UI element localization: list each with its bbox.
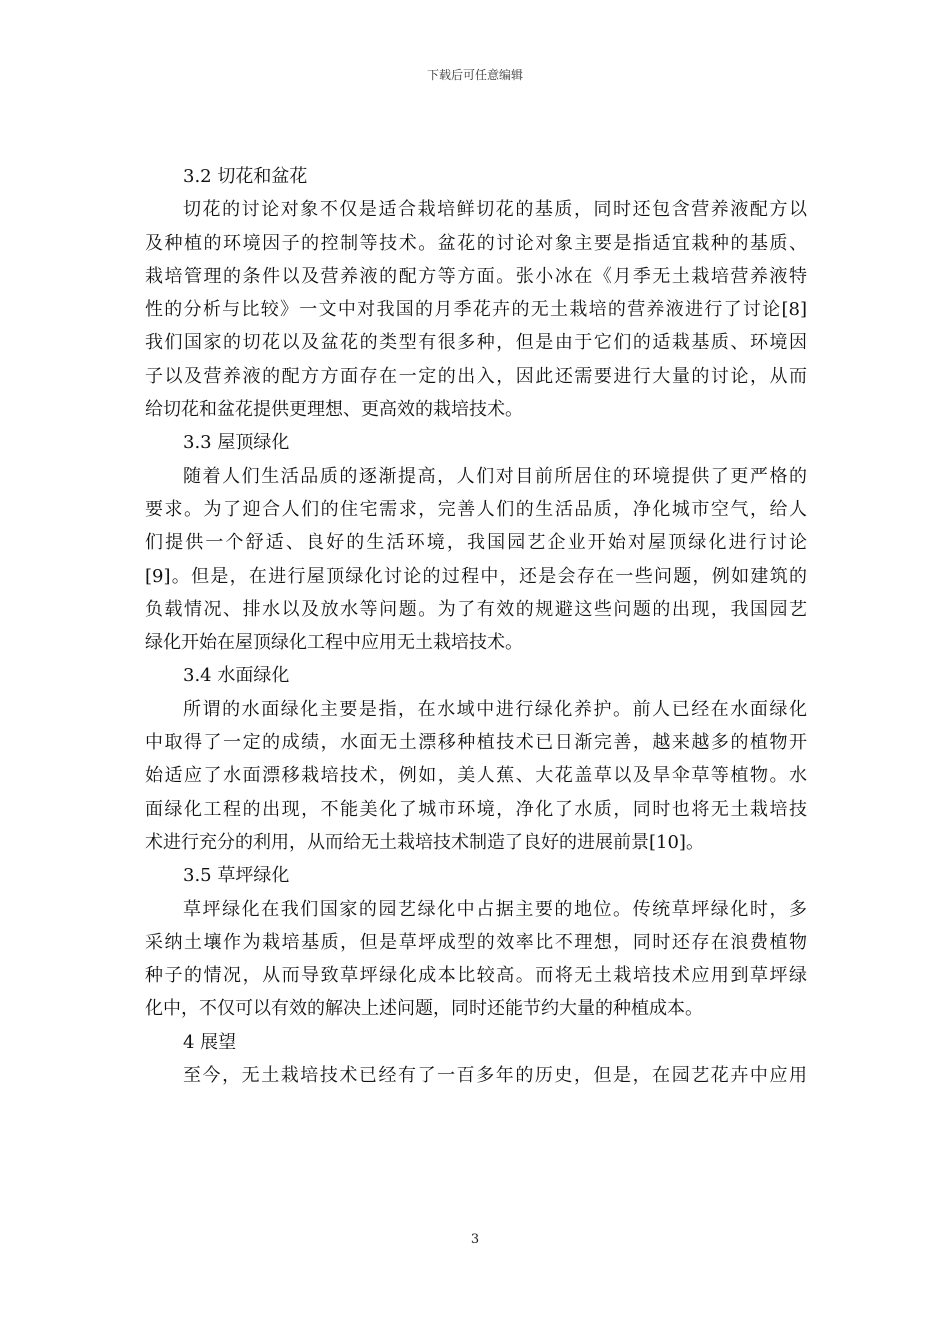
text-line: 种子的情况，从而导致草坪绿化成本比较高。而将无土栽培技术应用到草坪绿	[145, 965, 807, 987]
text-line: 所谓的水面绿化主要是指，在水域中进行绿化养护。前人已经在水面绿化	[183, 698, 807, 720]
text-line: 性的分析与比较》一文中对我国的月季花卉的无土栽培的营养液进行了讨论[8]	[145, 299, 807, 321]
text-line: 子以及营养液的配方方面存在一定的出入，因此还需要进行大量的讨论，从而	[145, 365, 807, 387]
text-line: 绿化开始在屋顶绿化工程中应用无土栽培技术。	[145, 632, 523, 654]
text-line: 们提供一个舒适、良好的生活环境，我国园艺企业开始对屋顶绿化进行讨论	[145, 532, 807, 554]
text-line: 给切花和盆花提供更理想、更高效的栽培技术。	[145, 399, 523, 421]
text-line: 随着人们生活品质的逐渐提高，人们对目前所居住的环境提供了更严格的	[183, 465, 807, 487]
section-heading: 3.2 切花和盆花	[183, 166, 308, 187]
text-line: 负载情况、排水以及放水等问题。为了有效的规避这些问题的出现，我国园艺	[145, 598, 807, 620]
text-line: 面绿化工程的出现，不能美化了城市环境，净化了水质，同时也将无土栽培技	[145, 798, 807, 820]
header-note: 下载后可任意编辑	[426, 68, 523, 82]
document-body	[145, 160, 807, 1092]
text-line: 术进行充分的利用，从而给无土栽培技术制造了良好的进展前景[10]。	[145, 831, 704, 853]
text-line: 栽培管理的条件以及营养液的配方等方面。张小冰在《月季无土栽培营养液特	[145, 265, 807, 287]
section-heading: 3.4 水面绿化	[183, 665, 290, 687]
text-line: 始适应了水面漂移栽培技术，例如，美人蕉、大花盖草以及旱伞草等植物。水	[145, 765, 807, 787]
text-line: 化中，不仅可以有效的解决上述问题，同时还能节约大量的种植成本。	[145, 998, 703, 1020]
text-line: 要求。为了迎合人们的住宅需求，完善人们的生活品质，净化城市空气，给人	[145, 498, 807, 520]
text-line: 我们国家的切花以及盆花的类型有很多种，但是由于它们的适栽基质、环境因	[145, 332, 807, 354]
text-line: 采纳土壤作为栽培基质，但是草坪成型的效率比不理想，同时还存在浪费植物	[145, 931, 807, 953]
section-heading: 3.3 屋顶绿化	[183, 432, 290, 454]
text-line: 草坪绿化在我们国家的园艺绿化中占据主要的地位。传统草坪绿化时，多	[183, 898, 807, 920]
text-line: 至今，无土栽培技术已经有了一百多年的历史，但是，在园艺花卉中应用	[183, 1065, 807, 1087]
text-line: 切花的讨论对象不仅是适合栽培鲜切花的基质，同时还包含营养液配方以	[183, 199, 807, 221]
section-heading: 3.5 草坪绿化	[183, 865, 290, 887]
text-line: 及种植的环境因子的控制等技术。盆花的讨论对象主要是指适宜栽种的基质、	[145, 232, 807, 254]
page-number: 3	[470, 1232, 480, 1247]
text-line: [9]。但是，在进行屋顶绿化讨论的过程中，还是会存在一些问题，例如建筑的	[145, 565, 807, 587]
section-heading: 4 展望	[183, 1031, 237, 1053]
text-line: 中取得了一定的成绩，水面无土漂移种植技术已日渐完善，越来越多的植物开	[145, 732, 807, 754]
